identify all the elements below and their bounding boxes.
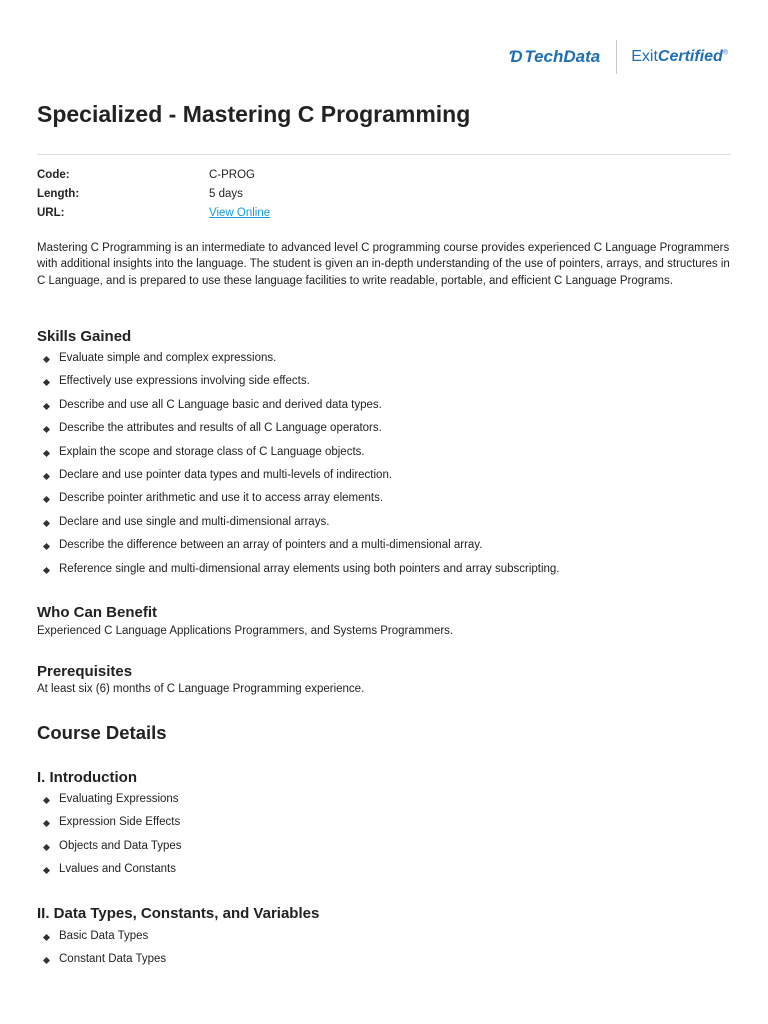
- list-item-text: Declare and use single and multi-dimensional arrays.: [59, 515, 330, 528]
- skills-heading: Skills Gained: [37, 328, 132, 345]
- who-can-benefit-text: Experienced C Language Applications Programmers, and Systems Programmers.: [37, 625, 454, 637]
- url-label: URL:: [37, 206, 65, 219]
- meta-row-url: [37, 203, 270, 222]
- list-item-text: Lvalues and Constants: [59, 863, 176, 876]
- code-label: Code:: [37, 168, 70, 181]
- exitcertified-logo: [631, 48, 728, 66]
- list-item-text: Effectively use expressions involving side effects.: [59, 375, 310, 388]
- list-item: [37, 840, 182, 863]
- bullet-icon: [43, 520, 50, 527]
- list-item: [37, 375, 560, 398]
- techdata-logo: [509, 47, 600, 67]
- list-item-text: Describe and use all C Language basic and derived data types.: [59, 398, 382, 411]
- course-details-heading: Course Details: [37, 722, 167, 743]
- prerequisites-text: At least six (6) months of C Language Programming experience.: [37, 683, 365, 695]
- list-item: [37, 793, 182, 816]
- bullet-icon: [43, 543, 50, 550]
- exitcertified-logo-suffix: Certified: [657, 48, 723, 65]
- prerequisites-heading: Prerequisites: [37, 663, 133, 680]
- meta-row-length: [37, 184, 270, 203]
- bullet-icon: [43, 844, 50, 851]
- bullet-icon: [43, 566, 50, 573]
- exitcertified-logo-prefix: Exit: [631, 48, 658, 65]
- list-item: [37, 539, 560, 562]
- list-item-text: Declare and use pointer data types and multi-levels of indirection.: [59, 468, 393, 481]
- list-item: [37, 469, 560, 492]
- skills-list: [37, 352, 560, 586]
- bullet-icon: [43, 450, 50, 457]
- list-item: [37, 446, 560, 469]
- section-heading-introduction: I. Introduction: [37, 769, 137, 786]
- page-title: Specialized - Mastering C Programming: [37, 101, 471, 127]
- title-divider: [37, 154, 731, 155]
- list-item: [37, 422, 560, 445]
- techdata-logo-text: TechData: [524, 47, 601, 66]
- logo-divider: [616, 40, 617, 74]
- list-item-text: Evaluating Expressions: [59, 793, 179, 805]
- bullet-icon: [43, 379, 50, 386]
- length-label: Length:: [37, 187, 80, 200]
- view-online-link[interactable]: View Online: [209, 206, 271, 219]
- data-types-list: [37, 930, 166, 977]
- list-item-text: Explain the scope and storage class of C Language objects.: [59, 445, 365, 458]
- bullet-icon: [43, 496, 50, 503]
- list-item-text: Evaluate simple and complex expressions.: [59, 352, 277, 364]
- header-logos: [509, 40, 728, 74]
- list-item-text: Basic Data Types: [59, 930, 149, 942]
- bullet-icon: [43, 957, 50, 964]
- bullet-icon: [43, 867, 50, 874]
- list-item: [37, 930, 166, 953]
- list-item: [37, 492, 560, 515]
- list-item-text: Describe pointer arithmetic and use it to access array elements.: [59, 492, 384, 505]
- bullet-icon: [43, 934, 50, 941]
- list-item-text: Constant Data Types: [59, 953, 167, 966]
- registered-mark: ®: [722, 49, 728, 57]
- code-value: C-PROG: [209, 168, 255, 181]
- bullet-icon: [43, 403, 50, 410]
- bullet-icon: [43, 473, 50, 480]
- course-description: Mastering C Programming is an intermediate to advanced level C programming course provides experienced C Language Programmers with additional insights into the language. The student is given an in-depth understanding of the use of pointers, arrays, and structures in C Language, and is prepared to use these language facilities to write readable, portable, and efficient C Language Programs.: [37, 242, 730, 287]
- list-item: [37, 352, 560, 375]
- course-meta: [37, 165, 270, 222]
- list-item: [37, 563, 560, 586]
- bullet-icon: [43, 426, 50, 433]
- list-item-text: Reference single and multi-dimensional array elements using both pointers and array subscripting.: [59, 562, 560, 575]
- who-can-benefit-heading: Who Can Benefit: [37, 604, 157, 621]
- list-item: [37, 816, 182, 839]
- bullet-icon: [43, 820, 50, 827]
- list-item: [37, 953, 166, 976]
- list-item: [37, 863, 182, 886]
- section-heading-data-types: II. Data Types, Constants, and Variables: [37, 905, 320, 922]
- list-item: [37, 399, 560, 422]
- list-item-text: Expression Side Effects: [59, 816, 181, 829]
- list-item-text: Objects and Data Types: [59, 839, 182, 852]
- bullet-icon: [43, 356, 50, 363]
- techdata-mark-icon: Ɗ: [508, 47, 523, 66]
- length-value: 5 days: [209, 187, 243, 200]
- list-item-text: Describe the attributes and results of all C Language operators.: [59, 422, 382, 435]
- introduction-list: [37, 793, 182, 887]
- list-item-text: Describe the difference between an array of pointers and a multi-dimensional array.: [59, 539, 483, 552]
- meta-row-code: [37, 165, 270, 184]
- bullet-icon: [43, 797, 50, 804]
- list-item: [37, 516, 560, 539]
